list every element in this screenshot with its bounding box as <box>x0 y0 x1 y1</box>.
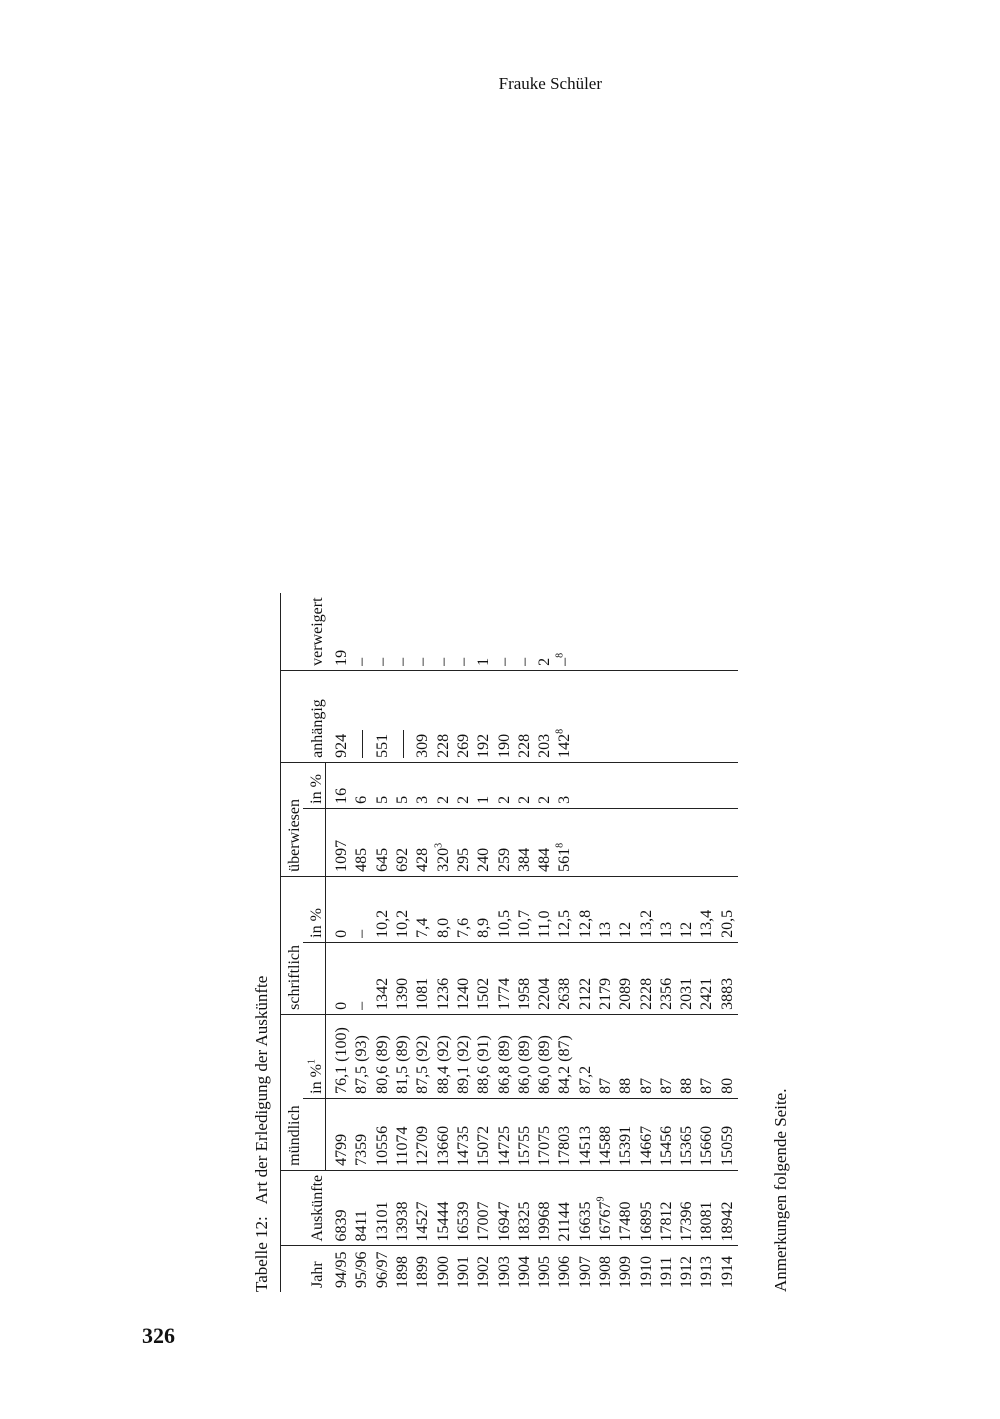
cell-ueberwiesen-pct: 2 <box>454 762 474 808</box>
cell-schriftlich-pct: 13 <box>657 876 677 942</box>
cell-ueberwiesen-pct: 1 <box>474 762 494 808</box>
table-row <box>326 593 353 1292</box>
footnote-mark: 9 <box>595 1196 607 1202</box>
cell-verweigert: 19 <box>326 593 353 670</box>
cell-auskuenfte: 16895 <box>636 1170 656 1246</box>
table-row <box>373 593 393 1292</box>
cell-jahr: 1903 <box>495 1256 513 1288</box>
table-row <box>636 593 656 1292</box>
cell-muendlich-count: 14588 <box>596 1098 616 1170</box>
table-row <box>494 593 514 1292</box>
cell-schriftlich-count: 2031 <box>677 942 697 1014</box>
data-table <box>280 593 738 1292</box>
cell-ueberwiesen-count: 428 <box>413 808 433 876</box>
cell-anhaengig: $142^8$ <box>555 670 575 762</box>
header-muendlich-count <box>303 1098 326 1170</box>
table-row <box>616 593 636 1292</box>
header-schriftlich: schriftlich <box>281 876 304 1014</box>
cell-auskuenfte: 18081 <box>697 1170 717 1246</box>
cell-muendlich-pct: 88 <box>616 1014 636 1098</box>
cell-muendlich-pct: 88,4 (92) <box>433 1014 453 1098</box>
cell-ueberwiesen-pct: 2 <box>515 762 535 808</box>
footnote-mark: 3 <box>433 842 445 848</box>
cell-anhaengig <box>596 670 616 762</box>
cell-auskuenfte: 8411 <box>352 1170 372 1246</box>
cell-muendlich-count: 17803 <box>555 1098 575 1170</box>
cell-ueberwiesen-pct: 5 <box>393 762 413 808</box>
cell-jahr: 1910 <box>637 1256 655 1288</box>
cell-schriftlich-count: 1240 <box>454 942 474 1014</box>
cell-ueberwiesen-pct <box>616 762 636 808</box>
cell-verweigert: – <box>433 593 453 670</box>
cell-schriftlich-count: 0 <box>326 942 353 1014</box>
cell-jahr: 1911 <box>657 1256 675 1288</box>
cell-schriftlich-pct: 8,9 <box>474 876 494 942</box>
cell-auskuenfte: 17007 <box>474 1170 494 1246</box>
cell-schriftlich-count: 2421 <box>697 942 717 1014</box>
cell-anhaengig <box>718 670 738 762</box>
cell-jahr: 95/96 <box>353 1251 371 1288</box>
cell-ueberwiesen-count: 692 <box>393 808 413 876</box>
cell-muendlich-pct: 87 <box>657 1014 677 1098</box>
table-row <box>413 593 433 1292</box>
cell-jahr: 1899 <box>414 1256 432 1288</box>
cell-schriftlich-count: 1390 <box>393 942 413 1014</box>
cell-auskuenfte: 16767$^9$ <box>596 1170 616 1246</box>
cell-schriftlich-count: 1081 <box>413 942 433 1014</box>
cell-verweigert: – <box>515 593 535 670</box>
cell-anhaengig: 203 <box>535 670 555 762</box>
blank-line-mark <box>362 730 363 758</box>
cell-muendlich-pct: 88,6 (91) <box>474 1014 494 1098</box>
cell-jahr: 1898 <box>394 1256 412 1288</box>
cell-muendlich-count: 15456 <box>657 1098 677 1170</box>
cell-ueberwiesen-count: $320^3$ <box>433 808 453 876</box>
cell-ueberwiesen-pct: 2 <box>494 762 514 808</box>
cell-schriftlich-pct: 13,2 <box>636 876 656 942</box>
cell-auskuenfte: 13101 <box>373 1170 393 1246</box>
cell-anhaengig <box>352 670 372 762</box>
cell-schriftlich-pct: 13,4 <box>697 876 717 942</box>
cell-schriftlich-pct: 7,6 <box>454 876 474 942</box>
cell-ueberwiesen-pct: 3 <box>555 762 575 808</box>
cell-ueberwiesen-pct <box>657 762 677 808</box>
cell-auskuenfte: 18325 <box>515 1170 535 1246</box>
table-row <box>352 593 372 1292</box>
cell-ueberwiesen-pct: 3 <box>413 762 433 808</box>
cell-muendlich-pct: 87,5 (93) <box>352 1014 372 1098</box>
cell-auskuenfte: 17812 <box>657 1170 677 1246</box>
cell-verweigert <box>657 593 677 670</box>
cell-muendlich-count: 15072 <box>474 1098 494 1170</box>
cell-jahr: 1913 <box>698 1256 716 1288</box>
cell-schriftlich-pct: 12,8 <box>576 876 596 942</box>
cell-anhaengig <box>657 670 677 762</box>
cell-muendlich-count: 12709 <box>413 1098 433 1170</box>
cell-anhaengig: 228 <box>515 670 535 762</box>
table-row <box>555 593 575 1292</box>
cell-anhaengig: 192 <box>474 670 494 762</box>
table-row <box>535 593 555 1292</box>
cell-jahr: 1906 <box>556 1256 574 1288</box>
cell-ueberwiesen-pct: 16 <box>326 762 353 808</box>
cell-muendlich-count: 17075 <box>535 1098 555 1170</box>
cell-anhaengig <box>697 670 717 762</box>
cell-schriftlich-pct: 10,2 <box>373 876 393 942</box>
cell-ueberwiesen-pct <box>596 762 616 808</box>
cell-verweigert <box>718 593 738 670</box>
cell-verweigert <box>596 593 616 670</box>
cell-jahr: 1912 <box>678 1256 696 1288</box>
cell-muendlich-count: 7359 <box>352 1098 372 1170</box>
table-row <box>393 593 413 1292</box>
cell-muendlich-pct: 89,1 (92) <box>454 1014 474 1098</box>
cell-auskuenfte: 19968 <box>535 1170 555 1246</box>
cell-jahr: 1900 <box>434 1256 452 1288</box>
cell-ueberwiesen-count: 384 <box>515 808 535 876</box>
cell-ueberwiesen-count: 295 <box>454 808 474 876</box>
cell-schriftlich-count: 1502 <box>474 942 494 1014</box>
cell-ueberwiesen-count: 1097 <box>326 808 353 876</box>
cell-verweigert <box>677 593 697 670</box>
cell-muendlich-pct: 87,2 <box>576 1014 596 1098</box>
cell-ueberwiesen-count: $561^8$ <box>555 808 575 876</box>
cell-schriftlich-count: – <box>352 942 372 1014</box>
cell-verweigert: –$^8$ <box>555 593 575 670</box>
cell-muendlich-count: 14725 <box>494 1098 514 1170</box>
table-row <box>454 593 474 1292</box>
cell-ueberwiesen-pct <box>677 762 697 808</box>
cell-jahr: 94/95 <box>332 1251 350 1288</box>
cell-ueberwiesen-count <box>616 808 636 876</box>
cell-jahr: 1902 <box>475 1256 493 1288</box>
cell-jahr: 1901 <box>454 1256 472 1288</box>
cell-ueberwiesen-count <box>677 808 697 876</box>
cell-anhaengig: 269 <box>454 670 474 762</box>
cell-ueberwiesen-pct: 2 <box>433 762 453 808</box>
cell-auskuenfte: 13938 <box>393 1170 413 1246</box>
cell-jahr: 1907 <box>576 1256 594 1288</box>
cell-schriftlich-count: 1958 <box>515 942 535 1014</box>
cell-anhaengig: 309 <box>413 670 433 762</box>
header-verweigert: verweigert <box>281 593 326 670</box>
cell-ueberwiesen-count: 485 <box>352 808 372 876</box>
cell-anhaengig <box>393 670 413 762</box>
table-row <box>474 593 494 1292</box>
cell-schriftlich-pct: 10,5 <box>494 876 514 942</box>
cell-anhaengig <box>616 670 636 762</box>
cell-auskuenfte: 16539 <box>454 1170 474 1246</box>
cell-schriftlich-count: 2356 <box>657 942 677 1014</box>
cell-auskuenfte: 18942 <box>718 1170 738 1246</box>
cell-anhaengig <box>677 670 697 762</box>
cell-anhaengig <box>636 670 656 762</box>
table-row <box>657 593 677 1292</box>
cell-schriftlich-count: 2204 <box>535 942 555 1014</box>
cell-schriftlich-count: 1774 <box>494 942 514 1014</box>
cell-jahr: 96/97 <box>373 1251 391 1288</box>
cell-muendlich-count: 15660 <box>697 1098 717 1170</box>
cell-muendlich-count: 11074 <box>393 1098 413 1170</box>
cell-verweigert: – <box>373 593 393 670</box>
cell-ueberwiesen-count <box>636 808 656 876</box>
cell-schriftlich-count: 2089 <box>616 942 636 1014</box>
table-row <box>576 593 596 1292</box>
cell-ueberwiesen-count: 484 <box>535 808 555 876</box>
cell-schriftlich-pct: 7,4 <box>413 876 433 942</box>
table-caption-title: Art der Erledigung der Auskünfte <box>252 975 271 1205</box>
cell-verweigert <box>576 593 596 670</box>
cell-schriftlich-pct: 8,0 <box>433 876 453 942</box>
cell-muendlich-pct: 84,2 (87) <box>555 1014 575 1098</box>
header-jahr: Jahr <box>281 1246 326 1292</box>
cell-schriftlich-pct: 12 <box>677 876 697 942</box>
table-caption <box>252 976 272 1292</box>
cell-ueberwiesen-pct: 6 <box>352 762 372 808</box>
table-body <box>326 593 738 1292</box>
cell-verweigert <box>697 593 717 670</box>
cell-verweigert <box>636 593 656 670</box>
cell-verweigert: – <box>352 593 372 670</box>
cell-verweigert: – <box>413 593 433 670</box>
cell-auskuenfte: 21144 <box>555 1170 575 1246</box>
header-ueberwiesen-count <box>303 808 326 876</box>
cell-auskuenfte: 15444 <box>433 1170 453 1246</box>
cell-anhaengig: 228 <box>433 670 453 762</box>
cell-schriftlich-count: 1342 <box>373 942 393 1014</box>
table-caption-label: Tabelle 12: <box>252 1216 271 1292</box>
cell-anhaengig: 924 <box>326 670 353 762</box>
cell-jahr: 1914 <box>718 1256 736 1288</box>
cell-auskuenfte: 16635 <box>576 1170 596 1246</box>
table-row <box>433 593 453 1292</box>
footnote-mark: 8 <box>555 652 567 658</box>
cell-ueberwiesen-count: 240 <box>474 808 494 876</box>
cell-auskuenfte: 17396 <box>677 1170 697 1246</box>
cell-schriftlich-count: 2228 <box>636 942 656 1014</box>
table-footnote: Anmerkungen folgende Seite. <box>771 1088 790 1292</box>
cell-muendlich-count: 10556 <box>373 1098 393 1170</box>
cell-ueberwiesen-count <box>596 808 616 876</box>
header-auskuenfte: Auskünfte <box>281 1170 326 1246</box>
header-ueberwiesen-pct: in % <box>303 762 326 808</box>
cell-schriftlich-pct: 12 <box>616 876 636 942</box>
footnote-mark: 1 <box>306 1059 318 1065</box>
page-number: 326 <box>142 1323 175 1348</box>
cell-jahr: 1908 <box>597 1256 614 1288</box>
rotated-table-block <box>240 120 820 1292</box>
table-row <box>718 593 738 1292</box>
cell-schriftlich-pct: 10,7 <box>515 876 535 942</box>
cell-muendlich-count: 14513 <box>576 1098 596 1170</box>
cell-muendlich-pct: 87 <box>596 1014 616 1098</box>
cell-muendlich-count: 15755 <box>515 1098 535 1170</box>
cell-muendlich-pct: 87,5 (92) <box>413 1014 433 1098</box>
table-row <box>515 593 535 1292</box>
cell-jahr: 1904 <box>515 1256 533 1288</box>
cell-schriftlich-count: 2122 <box>576 942 596 1014</box>
footnote-mark: 8 <box>555 728 567 734</box>
cell-ueberwiesen-count <box>718 808 738 876</box>
cell-muendlich-pct: 80,6 (89) <box>373 1014 393 1098</box>
cell-verweigert: 1 <box>474 593 494 670</box>
cell-ueberwiesen-count: 645 <box>373 808 393 876</box>
cell-muendlich-pct: 88 <box>677 1014 697 1098</box>
table-row <box>677 593 697 1292</box>
cell-ueberwiesen-pct <box>576 762 596 808</box>
cell-verweigert: – <box>454 593 474 670</box>
cell-anhaengig: 551 <box>373 670 393 762</box>
cell-muendlich-count: 13660 <box>433 1098 453 1170</box>
cell-schriftlich-pct: 0 <box>326 876 353 942</box>
cell-schriftlich-pct: 13 <box>596 876 616 942</box>
cell-muendlich-pct: 81,5 (89) <box>393 1014 413 1098</box>
cell-ueberwiesen-count <box>697 808 717 876</box>
cell-auskuenfte: 14527 <box>413 1170 433 1246</box>
cell-ueberwiesen-pct <box>697 762 717 808</box>
cell-auskuenfte: 16947 <box>494 1170 514 1246</box>
cell-muendlich-pct: 86,8 (89) <box>494 1014 514 1098</box>
cell-muendlich-count: 15059 <box>718 1098 738 1170</box>
cell-verweigert: – <box>494 593 514 670</box>
running-header-author: Frauke Schüler <box>498 74 602 93</box>
cell-anhaengig: 190 <box>494 670 514 762</box>
cell-schriftlich-count: 2638 <box>555 942 575 1014</box>
cell-auskuenfte: 6839 <box>326 1170 353 1246</box>
footnote-mark: 8 <box>555 842 567 848</box>
table-row <box>596 593 616 1292</box>
cell-ueberwiesen-count <box>657 808 677 876</box>
table-row <box>697 593 717 1292</box>
cell-verweigert: 2 <box>535 593 555 670</box>
cell-schriftlich-count: 1236 <box>433 942 453 1014</box>
cell-ueberwiesen-count <box>576 808 596 876</box>
header-schriftlich-count <box>303 942 326 1014</box>
cell-muendlich-pct: 86,0 (89) <box>535 1014 555 1098</box>
cell-verweigert <box>616 593 636 670</box>
cell-muendlich-count: 15391 <box>616 1098 636 1170</box>
header-muendlich-pct: in %$^1$ <box>303 1014 326 1098</box>
cell-schriftlich-count: 3883 <box>718 942 738 1014</box>
cell-ueberwiesen-pct: 5 <box>373 762 393 808</box>
cell-jahr: 1905 <box>536 1256 554 1288</box>
cell-ueberwiesen-pct: 2 <box>535 762 555 808</box>
header-row-groups <box>281 593 304 1292</box>
cell-schriftlich-pct: 12,5 <box>555 876 575 942</box>
cell-schriftlich-pct: 10,2 <box>393 876 413 942</box>
cell-ueberwiesen-pct <box>636 762 656 808</box>
cell-schriftlich-count: 2179 <box>596 942 616 1014</box>
blank-line-mark <box>403 730 404 758</box>
cell-schriftlich-pct: 20,5 <box>718 876 738 942</box>
header-anhaengig: anhängig <box>281 670 326 762</box>
cell-muendlich-count: 4799 <box>326 1098 353 1170</box>
cell-ueberwiesen-pct <box>718 762 738 808</box>
cell-ueberwiesen-count: 259 <box>494 808 514 876</box>
cell-muendlich-pct: 76,1 (100) <box>326 1014 353 1098</box>
cell-muendlich-pct: 80 <box>718 1014 738 1098</box>
header-ueberwiesen: überwiesen <box>281 762 304 876</box>
cell-jahr: 1909 <box>617 1256 635 1288</box>
cell-muendlich-pct: 87 <box>636 1014 656 1098</box>
cell-anhaengig <box>576 670 596 762</box>
cell-muendlich-pct: 86,0 (89) <box>515 1014 535 1098</box>
cell-muendlich-count: 15365 <box>677 1098 697 1170</box>
cell-muendlich-pct: 87 <box>697 1014 717 1098</box>
cell-muendlich-count: 14735 <box>454 1098 474 1170</box>
header-schriftlich-pct: in % <box>303 876 326 942</box>
cell-schriftlich-pct: 11,0 <box>535 876 555 942</box>
header-muendlich: mündlich <box>281 1014 304 1170</box>
cell-muendlich-count: 14667 <box>636 1098 656 1170</box>
cell-verweigert: – <box>393 593 413 670</box>
cell-schriftlich-pct: – <box>352 876 372 942</box>
cell-auskuenfte: 17480 <box>616 1170 636 1246</box>
